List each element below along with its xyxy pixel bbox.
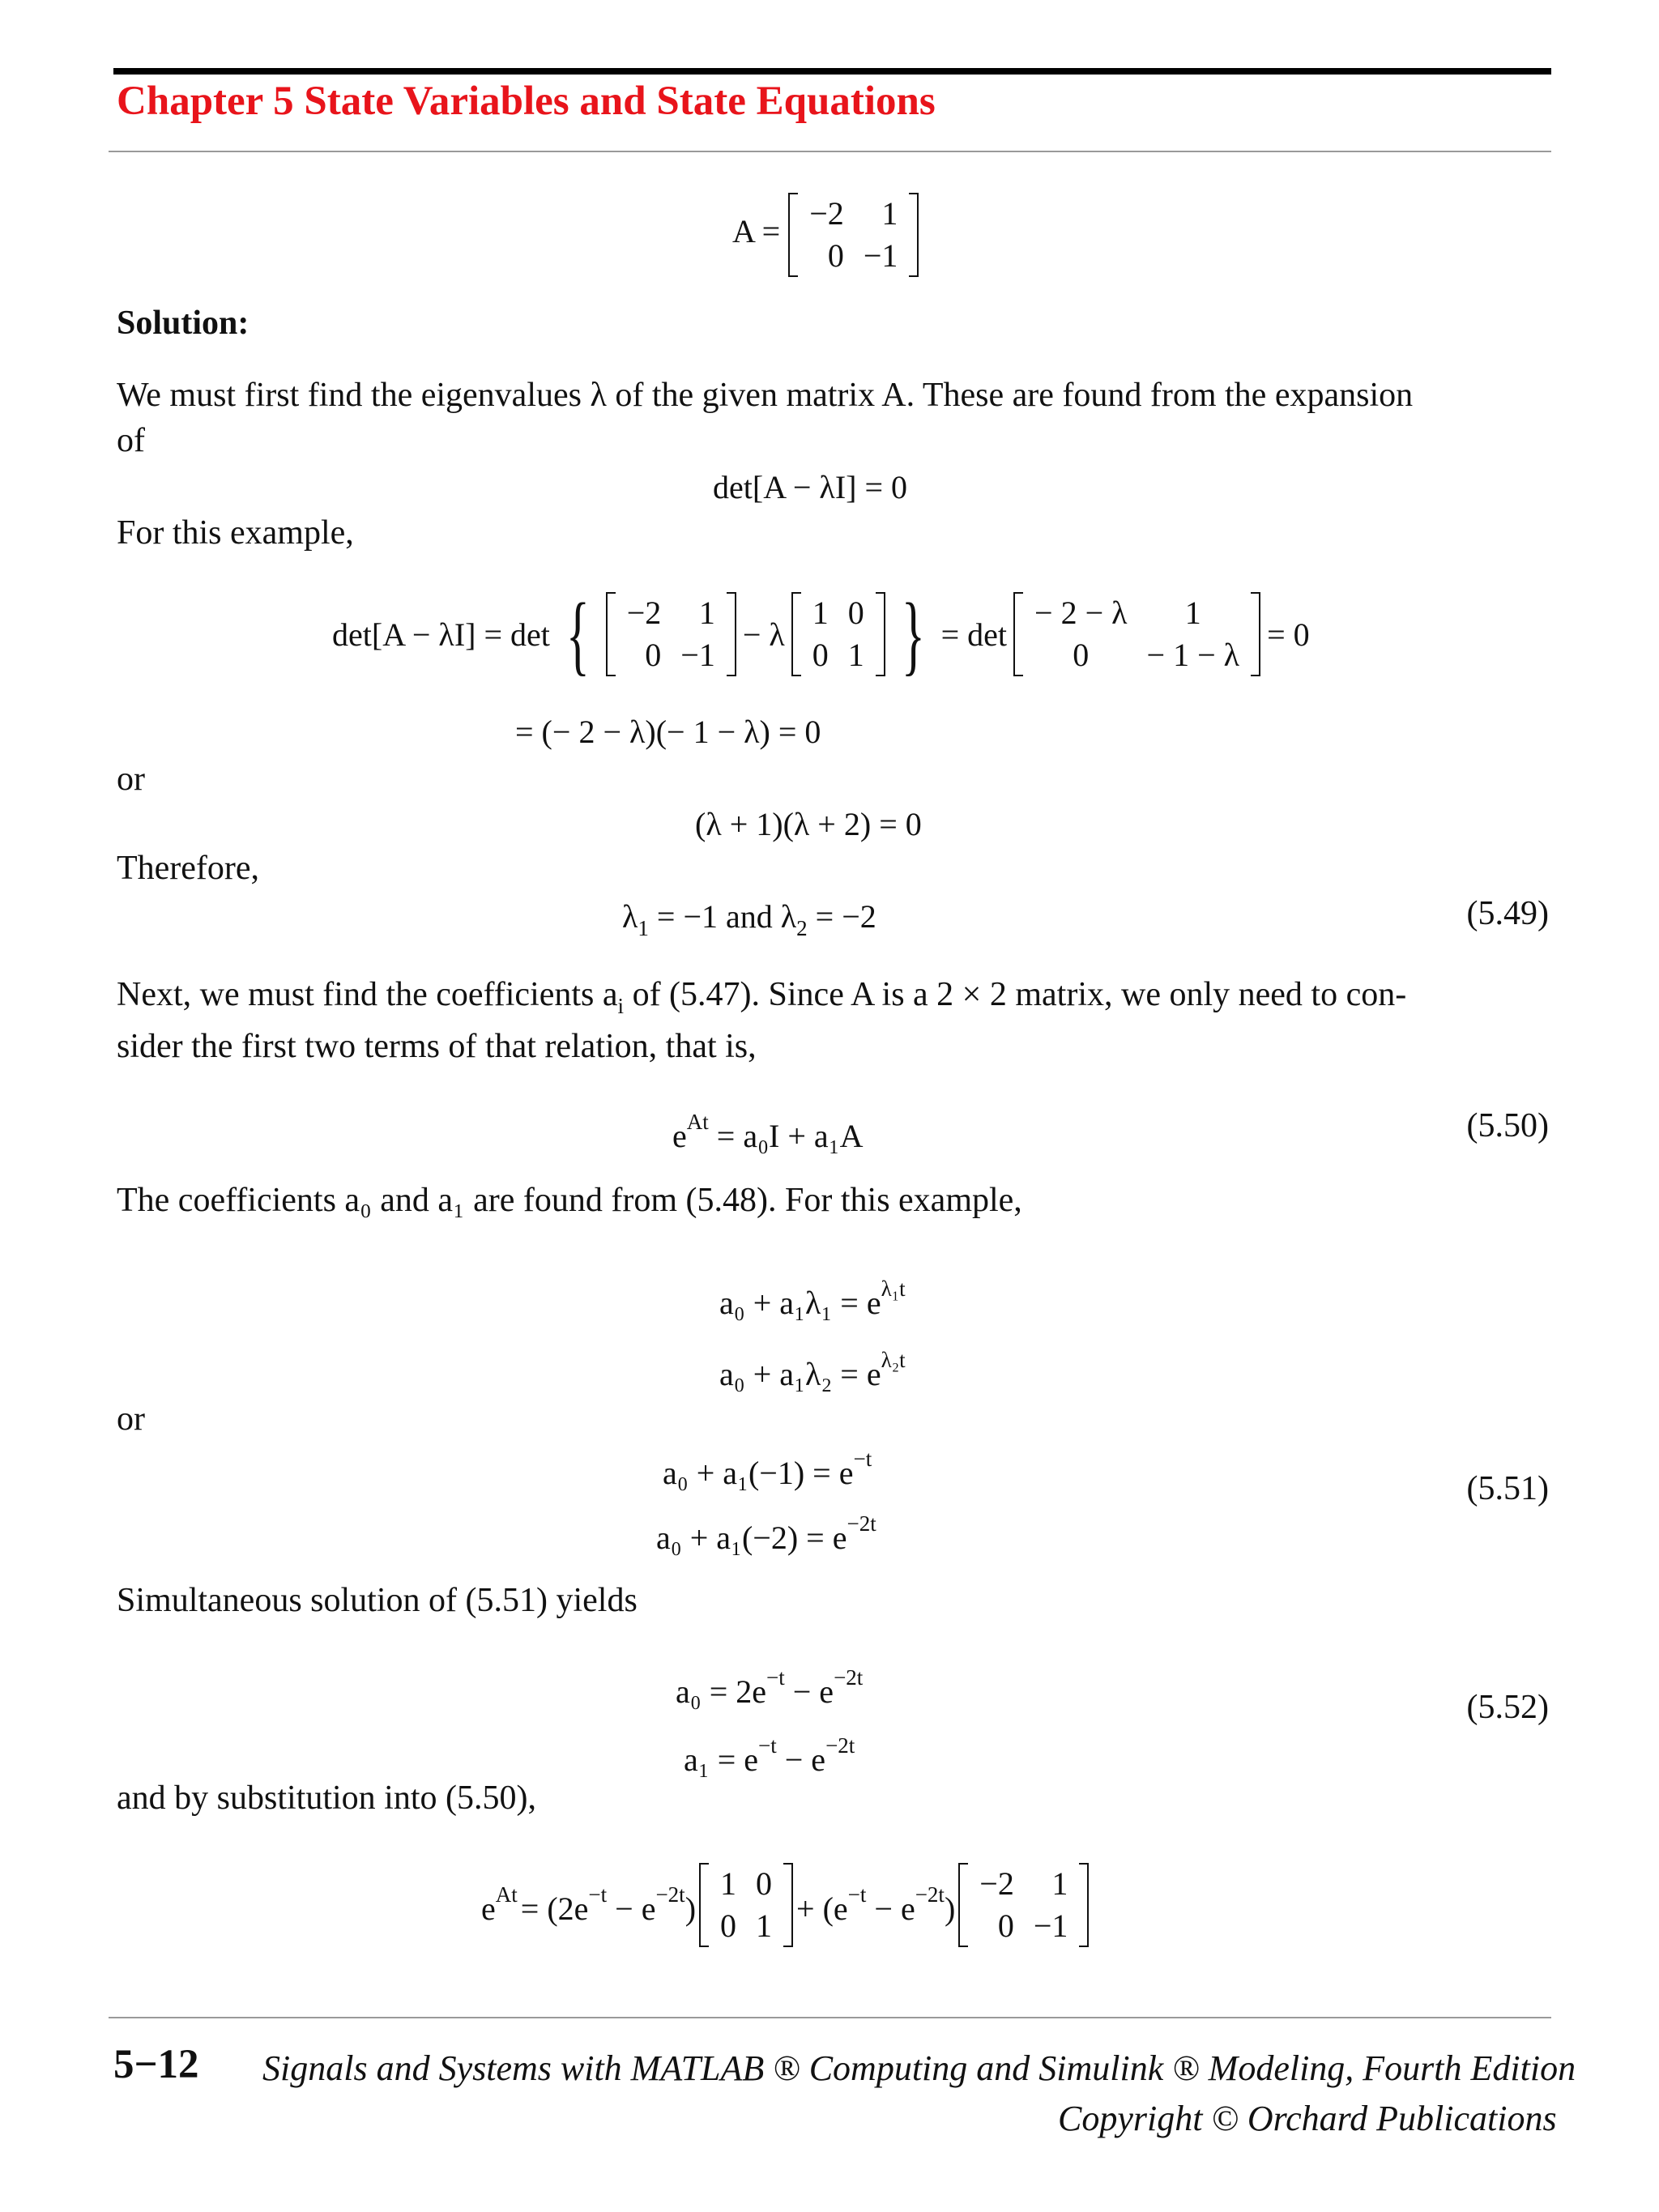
equation-factored: (λ + 1)(λ + 2) = 0 <box>695 806 922 842</box>
equation-5-51a: $a_0 + a_1(-1) = e^{-t}$ <box>663 1447 872 1491</box>
paragraph-coefficients-found: The coefficients a₀ and a₁ are found from (5.48). For this example, <box>117 1182 1022 1219</box>
for-this-example: For this example, <box>117 514 354 552</box>
copyright-line: Copyright © Orchard Publications <box>1058 2099 1557 2138</box>
matrix-a-final: −2 1 0 −1 <box>958 1863 1089 1947</box>
paragraph-coefficients-line1: Next, we must find the coefficients $a_i$ of (5.47). Since A is a 2 × 2 matrix, we only need to con- <box>117 976 1407 1018</box>
page-number: 5−12 <box>113 2042 199 2087</box>
matrix-a: −2 1 0 −1 <box>788 193 919 277</box>
equation-final: $e^{At}$ = $(2e^{-t} - e^{-2t})$ 1 0 0 1 + $(e^{-t} - e^{-2t})$ −2 1 0 −1 <box>481 1863 1089 1947</box>
equation-5-51b: $a_0 + a_1(-2) = e^{-2t}$ <box>656 1511 876 1556</box>
matrix-a-label: A = <box>732 213 781 250</box>
equation-5-50: $e^{At} = a_0I + a_1A$ <box>672 1110 864 1154</box>
matrix-a-equation <box>732 193 919 277</box>
equation-number-5-51: (5.51) <box>1466 1470 1549 1507</box>
chapter-title: Chapter 5 State Variables and State Equations <box>117 79 936 124</box>
or-label-1: or <box>117 761 145 798</box>
header-rule <box>113 68 1551 75</box>
matrix-a-inline: −2 1 0 −1 <box>606 592 736 676</box>
equation-product: = (− 2 − λ)(− 1 − λ) = 0 <box>515 714 821 750</box>
paragraph-eigenvalues-line2: of <box>117 422 145 459</box>
equation-system-2: $a_0 + a_1\lambda_2 = e^{\lambda_2t}$ <box>719 1348 906 1392</box>
equation-system-1: $a_0 + a_1\lambda_1 = e^{\lambda_1t}$ <box>719 1276 906 1321</box>
paragraph-eigenvalues-line1: We must first find the eigenvalues λ of the given matrix A. These are found from the expansion <box>117 377 1414 414</box>
equation-eigenvalues: $\lambda_1 = -1$ and $\lambda_2 = -2$ <box>622 898 876 940</box>
identity-matrix: 1 0 0 1 <box>791 592 885 676</box>
equation-det-expansion: det[A − λI] = det { −2 1 0 −1 − λ 1 0 0 1 } = det − 2 − λ 1 0 − 1 − λ = 0 <box>332 585 1310 684</box>
book-title: Signals and Systems with MATLAB ® Computing and Simulink ® Modeling, Fourth Edition <box>262 2048 1576 2088</box>
identity-matrix-final: 1 0 0 1 <box>699 1863 793 1947</box>
therefore-label: Therefore, <box>117 850 260 887</box>
footer-divider <box>109 2017 1551 2018</box>
paragraph-simultaneous: Simultaneous solution of (5.51) yields <box>117 1582 638 1619</box>
equation-5-52b: $a_1 = e^{-t} - e^{-2t}$ <box>684 1733 855 1778</box>
paragraph-substitution: and by substitution into (5.50), <box>117 1779 536 1817</box>
equation-det: det[A − λI] = 0 <box>713 469 908 505</box>
or-label-2: or <box>117 1400 145 1438</box>
equation-number-5-49: (5.49) <box>1466 895 1549 932</box>
equation-number-5-52: (5.52) <box>1466 1689 1549 1726</box>
solution-heading: Solution: <box>117 305 249 342</box>
paragraph-coefficients-line2: sider the first two terms of that relation, that is, <box>117 1028 757 1065</box>
equation-number-5-50: (5.50) <box>1466 1107 1549 1144</box>
characteristic-matrix: − 2 − λ 1 0 − 1 − λ <box>1013 592 1260 676</box>
equation-5-52a: $a_0 = 2e^{-t} - e^{-2t}$ <box>676 1665 864 1710</box>
header-divider <box>109 151 1551 152</box>
